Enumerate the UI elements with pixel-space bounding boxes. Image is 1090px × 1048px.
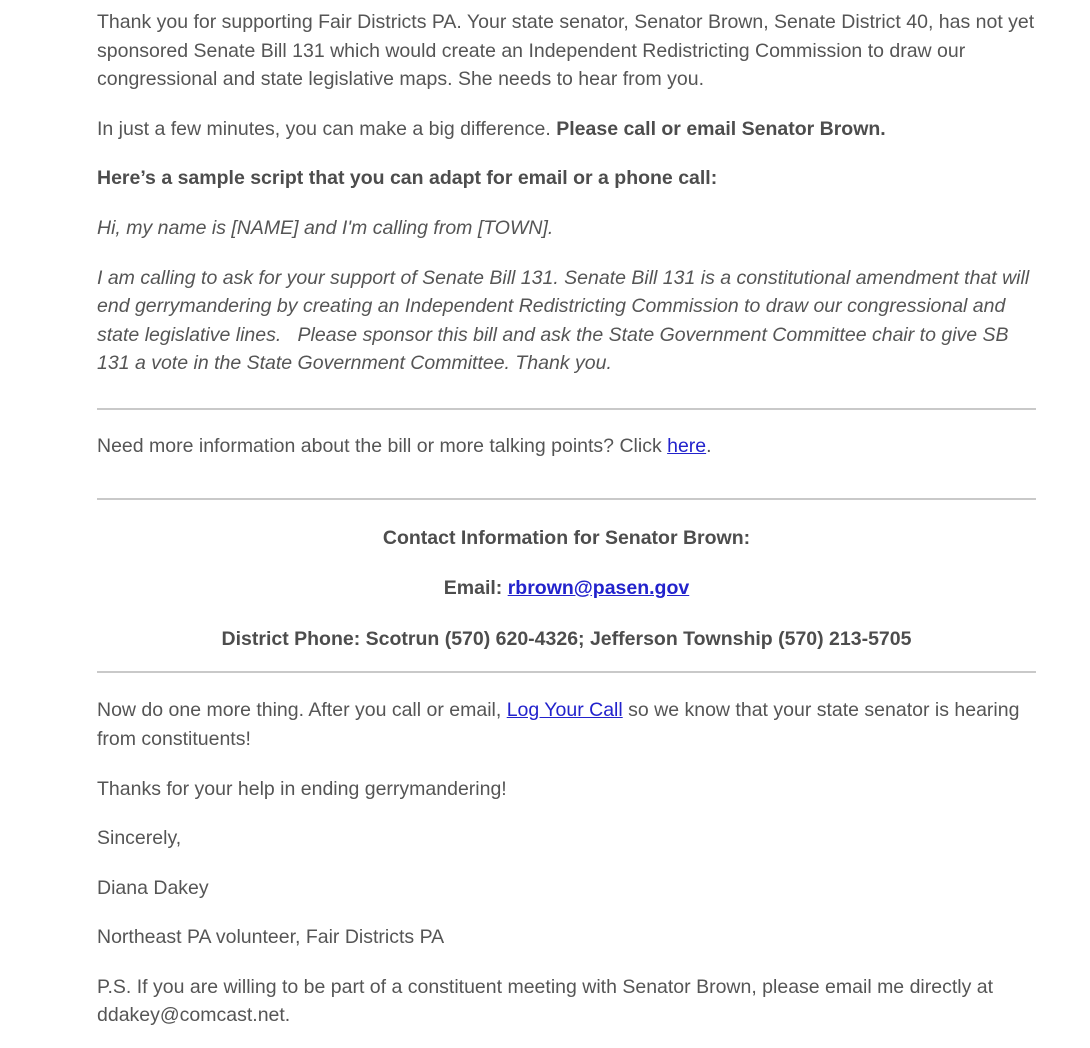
signoff: Sincerely, — [97, 827, 182, 850]
call-to-action-paragraph — [97, 115, 1036, 144]
thanks-paragraph: Thanks for your help in ending gerrymandering! — [97, 777, 507, 800]
divider-2 — [97, 498, 1036, 500]
contact-phone-line: District Phone: Scotrun (570) 620-4326; Jefferson Township (570) 213-5705 — [221, 627, 912, 650]
divider-2-wrapper — [97, 481, 1036, 524]
script-line-2-gap — [281, 324, 297, 346]
call-to-action-lead: In just a few minutes, you can make a big difference. — [97, 117, 557, 140]
script-heading-text: Here’s a sample script that you can adapt for email or a phone call: — [97, 167, 718, 190]
log-call-trail: so we know that your state senator is hearing from constituents! — [97, 699, 1020, 750]
contact-heading: Contact Information for Senator Brown: — [382, 526, 751, 549]
sender-name: Diana Dakey — [97, 876, 209, 899]
divider-3 — [97, 671, 1036, 673]
more-info-paragraph — [97, 432, 1036, 461]
postscript: P.S. If you are willing to be part of a constituent meeting with Senator Brown, please email me directly at ddakey@comcast.net. — [97, 975, 994, 1027]
divider-1-wrapper — [97, 399, 1036, 432]
more-info-trail: . — [706, 434, 712, 457]
log-call-lead: Now do one more thing. After you call or email, — [97, 699, 507, 722]
log-your-call-link[interactable]: Log Your Call — [506, 699, 623, 722]
log-call-paragraph — [97, 696, 1036, 753]
divider-1 — [97, 408, 1036, 410]
script-line-2 — [97, 264, 1036, 378]
script-line-2-part-2: Please sponsor this bill and ask the State Government Committee chair to give SB 131 a vote in the State Government Committee. Thank you. — [97, 323, 1009, 375]
call-to-action-emphasis: Please call or email Senator Brown. — [556, 117, 886, 140]
more-info-lead: Need more information about the bill or more talking points? Click — [97, 434, 668, 457]
sender-title: Northeast PA volunteer, Fair Districts PA — [97, 926, 445, 949]
script-line-1: Hi, my name is [NAME] and I'm calling from [TOWN]. — [97, 216, 554, 239]
intro-paragraph: Thank you for supporting Fair Districts PA. Your state senator, Senator Brown, Senate District 40, has not yet sponsored Senate Bill 131 which would create an Independent Redistricting Commission to draw our congressional and state legislative maps. She needs to hear from you. — [97, 11, 1035, 91]
contact-email-line — [97, 574, 1036, 603]
contact-email-label: Email: — [443, 577, 508, 600]
contact-information-block — [97, 524, 1036, 654]
script-heading — [97, 164, 1036, 193]
more-info-link[interactable]: here — [667, 434, 707, 457]
contact-email-link[interactable]: rbrown@pasen.gov — [507, 577, 690, 600]
script-line-2-part-1: I am calling to ask for your support of Senate Bill 131. Senate Bill 131 is a constitutional amendment that will end gerrymandering by creating an Independent Redistricting Commission to draw our congressional and state legislative lines. — [97, 266, 1030, 346]
divider-3-wrapper — [97, 653, 1036, 696]
